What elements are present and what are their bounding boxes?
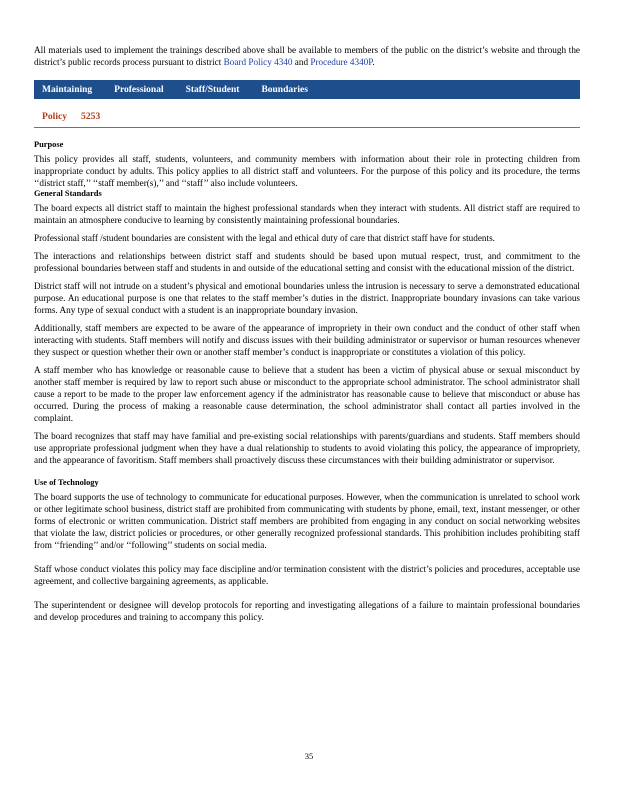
intro-paragraph [34, 44, 580, 68]
general-paragraph-6: A staff member who has knowledge or reasonable cause to believe that a student has been a victim of physical abuse or sexual misconduct by another staff member is required by law to report such abuse or misconduct to the appropriate school administrator. The school administrator shall cause a report to be made to the proper law enforcement agency if the administrator has reasonable cause to believe that misconduct or abuse has occurred. During the process of making a reasonable cause determination, the school administrator shall contact all parties involved in the complaint. [34, 365, 580, 423]
board-policy-4340-link[interactable]: Board Policy 4340 [223, 57, 293, 67]
technology-paragraph-2: Staff whose conduct violates this policy may face discipline and/or termination consistent with the district’s policies and procedures, acceptable use agreement, and collective bargaining agreements, as applicable. [34, 564, 580, 586]
use-of-technology-heading: Use of Technology [34, 478, 99, 487]
technology-paragraph-1: The board supports the use of technology to communicate for educational purposes. However, when the communication is unrelated to school work or other legitimate school business, district staff are prohibited from communicating with students by phone, email, text, instant messenger, or other forms of electronic or written communication. District staff members are prohibited from engaging in any conduct on social networking websites that violate the law, district policies or procedures, or other generally recognized professional standards. This prohibition includes prohibiting staff from ‘‘friending’’ and/or ‘‘following’’ students on social media. [34, 492, 580, 550]
intro-text-end: . [372, 57, 375, 67]
page-number: 35 [304, 751, 314, 761]
policy-number: 5253 [81, 111, 101, 122]
general-paragraph-1: The board expects all district staff to maintain the highest professional standards when they interact with students. All district staff are required to maintain an atmosphere conducive to learning by consistently maintaining professional boundaries. [34, 203, 580, 225]
general-paragraph-5: Additionally, staff members are expected to be aware of the appearance of impropriety in their own conduct and the conduct of other staff when interacting with students. Staff members will notify and discuss issues with their building administrator or supervisor or human resources whenever they suspect or question whether their own or another staff member’s conduct is inappropriate or constitutes a violation of this policy. [34, 323, 580, 357]
section-title-banner [34, 80, 580, 99]
intro-text: All materials used to implement the trainings described above shall be available to members of the public on the district’s website and through the district’s public records process pursuant to district [34, 45, 580, 67]
general-paragraph-7: The board recognizes that staff may have familial and pre-existing social relationships with parents/guardians and students. Staff members should use appropriate professional judgment when they have a dual relationship to students to avoid violating this policy, the appearance of impropriety, and the appearance of favoritism. Staff members shall proactively discuss these circumstances with their building administrator or supervisor. [34, 431, 580, 465]
policy-label: Policy [42, 111, 68, 122]
banner-word-4: Boundaries [261, 84, 308, 95]
general-paragraph-2: Professional staff /student boundaries are consistent with the legal and ethical duty of care that district staff have for students. [34, 233, 495, 243]
banner-word-1: Maintaining [42, 84, 93, 95]
procedure-4340p-link[interactable]: Procedure 4340P [310, 57, 373, 67]
general-paragraph-3: The interactions and relationships between district staff and students should be based upon mutual respect, trust, and commitment to the professional boundaries between staff and students in and outside of the educational setting and consist with the educational mission of the district. [34, 251, 580, 273]
general-standards-heading: General Standards [34, 189, 102, 198]
purpose-heading: Purpose [34, 140, 64, 149]
general-paragraph-4: District staff will not intrude on a student’s physical and emotional boundaries unless the intrusion is necessary to serve a demonstrated educational purpose. An educational purpose is one that relates to the staff member’s duties in the district. Inappropriate boundary invasions can take various forms. Any type of sexual conduct with a student is an inappropriate boundary invasion. [34, 281, 580, 315]
policy-number-header [34, 107, 580, 128]
intro-text-middle: and [292, 57, 311, 67]
technology-paragraph-3: The superintendent or designee will develop protocols for reporting and investigating allegations of a failure to maintain professional boundaries and develop procedures and training to accompany this policy. [34, 600, 580, 622]
document-page [34, 44, 580, 623]
banner-word-3: Staff/Student [185, 84, 240, 95]
purpose-paragraph: This policy provides all staff, students, volunteers, and community members with information about their role in protecting children from inappropriate conduct by adults. This policy applies to all district staff and volunteers. For the purpose of this policy and its procedure, the terms ‘‘district staff,’’ ‘‘staff member(s),’’ and ‘‘staff’’ also include volunteers. [34, 154, 580, 188]
banner-word-2: Professional [114, 84, 164, 95]
